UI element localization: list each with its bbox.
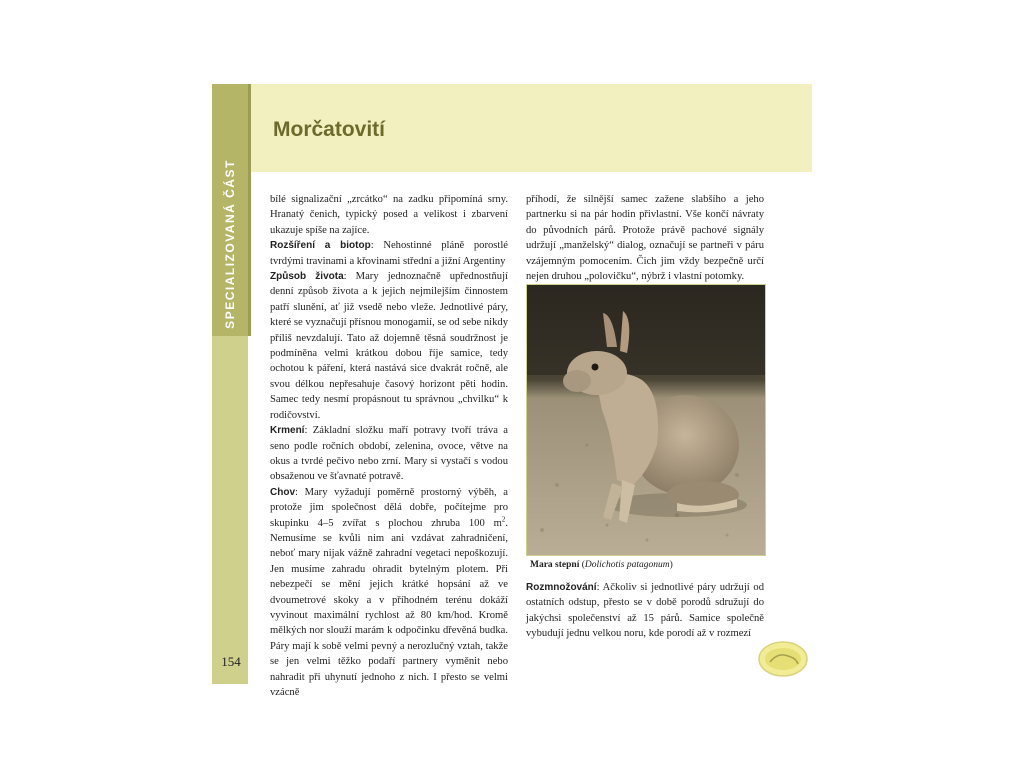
paragraph-reproduction: Rozmnožování: Ačkoliv si jednotlivé páry udržují od ostatních odstup, přesto se v době porodů sdružují do jakýchsi společenství až 15 párů. Samice společně vybudují jednu velkou noru, kde porodí až v rozmezí (526, 582, 764, 640)
section-heading: Rozmnožování (526, 582, 597, 593)
section-heading: Způsob života (270, 271, 344, 283)
section-heading: Rozšíření a biotop (270, 240, 371, 252)
paragraph-intro: bílé signalizační „zrcátko“ na zadku připomíná srny. Hranatý čenich, typický posed a velikost i zbarvení ukazuje spíše na zajíce. (270, 194, 508, 236)
mara-illustration (527, 285, 765, 555)
paragraph-lifestyle: Způsob života: Mary jednoznačně upřednostňují denní způsob života a k jejich nejmilejším činnostem patří slunění, ať již vsedě nebo vleže. Jednotlivé páry, které se vyznačují přísnou monogamií, se od sebe nikdy příliš nevzdalují. Tato až dojemně těsná soudržnost je podmíněna velmi krátkou dobou říje samice, tedy ochotou k páření, která nastává sice dvakrát ročně, ale svou délkou nepřesahuje časový horizont pěti hodin. Samec tedy nesmí propásnout tu správnou „chvilku“ k rodičovství. (270, 271, 508, 421)
paragraph-distribution: Rozšíření a biotop: Nehostinné pláně porostlé tvrdými travinami a křovinami střední a jižní Argentiny (270, 240, 508, 267)
photo-caption: Mara stepní (Dolichotis patagonum) (530, 560, 673, 570)
paragraph-keeping: Chov: Mary vyžadují poměrně prostorný výběh, a protože jim společnost dělá dobře, počítejme pro skupinku 4–5 zvířat s plochou zhruba 100 $m^2$. Nemusíme se kvůli nim ani vzdávat zahradničení, neboť mary nijak vážně zahradní vegetaci nepoškozují. Jen musíme zahradu ohradit bytelným plotem. Při nebezpečí se mění jejich krátké hopsání až ve dvoumetrové skoky a v příhodném terénu dokáží vyvinout maximální rychlost až 80 km/hod. Kromě mělkých nor slouží marám k odpočinku dřevěná budka. Páry mají k sobě velmi pevný a nerozlučný vztah, takže se jen velmi těžko podaří partnery vyměnit nebo nahradit při uhynutí jednoho z nich. I přesto se velmi vzácně (270, 486, 508, 698)
left-column (270, 192, 508, 700)
section-heading: Krmení (270, 425, 305, 437)
sidebar-section-band (212, 84, 248, 336)
right-column-top (526, 192, 764, 284)
mara-photo (526, 284, 766, 556)
chapter-title: Morčatovití (273, 118, 386, 141)
page-number: 154 (221, 654, 241, 669)
section-label: SPECIALIZOVANÁ ČÁST (223, 159, 237, 329)
chapter-header (251, 84, 812, 172)
sidebar (212, 84, 248, 684)
book-page (212, 84, 812, 698)
right-column-bottom (526, 580, 764, 642)
publisher-logo-icon (758, 640, 808, 678)
paragraph-continued: příhodí, že silnější samec zažene slabšího a jeho partnerku si na pár hodin přivlastní. Vše končí návraty do původních párů. Protože právě pachové signály udržují „manželský“ dialog, označují se partneři v páru vzájemným pomocením. Čich jim vždy bezpečně určí nejen druhou „polovičku“, nýbrž i vlastní potomky. (526, 194, 764, 283)
paragraph-feeding: Krmení: Základní složku maří potravy tvoří tráva a seno podle ročních období, zelenina, ovoce, větve na okus a tvrdé pečivo nebo zrní. Mary si vystačí s vodou obsaženou ve šťavnaté potravě. (270, 425, 508, 483)
section-heading: Chov (270, 486, 295, 498)
